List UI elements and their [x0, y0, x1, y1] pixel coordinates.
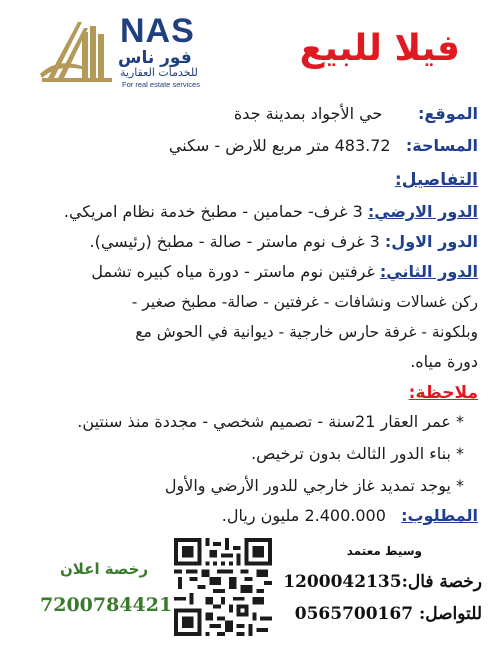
- second-floor-row: [91, 264, 478, 280]
- price-label: المطلوب:: [401, 506, 478, 525]
- logo-arabic-tagline: للخدمات العقارية: [120, 66, 198, 79]
- price-row: [222, 508, 478, 524]
- page-title: فيلا للبيع: [299, 28, 460, 69]
- note-item: * يوجد تمديد غاز خارجي للدور الأرضي والأول: [164, 476, 464, 495]
- price-value: 2.400.000 مليون ريال.: [221, 506, 386, 525]
- brand-logo: [38, 12, 238, 87]
- building-logo-icon: [38, 16, 116, 88]
- first-floor-label: الدور الاول:: [384, 232, 478, 251]
- qr-code-icon[interactable]: [174, 538, 272, 636]
- second-floor-line-1: غرفتين نوم ماستر - دورة مياه كبيره تشمل: [91, 262, 375, 281]
- second-floor-line-2: ركن غسالات ونشافات - غرفتين - صالة- مطبخ صغير -: [131, 293, 478, 311]
- location-value: حي الأجواد بمدينة جدة: [233, 104, 383, 123]
- ground-floor-row: [64, 204, 478, 220]
- broker-title: وسيط معتمد: [346, 544, 422, 558]
- location-row: [234, 106, 478, 122]
- first-floor-row: [90, 234, 478, 250]
- logo-english-tagline: For real estate services: [122, 80, 200, 89]
- contact-phone-number[interactable]: 0565700167: [294, 604, 414, 624]
- first-floor-value: 3 غرف نوم ماستر - صالة - مطبخ (رئيسي).: [89, 232, 380, 251]
- contact-row: [295, 604, 482, 624]
- ground-floor-value: 3 غرف- حمامين - مطبخ خدمة نظام امريكي.: [63, 202, 363, 221]
- second-floor-label: الدور الثاني:: [379, 262, 478, 281]
- ad-license-number: 7200784421: [40, 594, 173, 616]
- notes-heading: ملاحظة:: [408, 383, 478, 403]
- logo-arabic-name: فور ناس: [118, 48, 192, 68]
- note-item: * بناء الدور الثالث بدون ترخيص.: [251, 444, 464, 463]
- logo-brand-text: NAS: [120, 12, 195, 50]
- second-floor-line-4: دورة مياه.: [410, 352, 478, 371]
- fal-license-label: رخصة فال:: [401, 572, 482, 592]
- details-heading: التفاصيل:: [394, 170, 478, 190]
- area-value: 483.72 متر مربع للارض - سكني: [168, 136, 391, 155]
- second-floor-line-3: وبلكونة - غرفة حارس خارجية - ديوانية في الحوش مع: [135, 323, 478, 341]
- note-item: * عمر العقار 21سنة - تصميم شخصي - مجددة منذ سنتين.: [77, 412, 464, 431]
- area-row: [169, 138, 478, 154]
- contact-label: للتواصل:: [418, 604, 482, 624]
- fal-license-number: 1200042135: [283, 572, 402, 592]
- ground-floor-label: الدور الارضي:: [367, 202, 478, 221]
- location-label: الموقع:: [417, 104, 478, 123]
- fal-license-row: [283, 572, 482, 592]
- area-label: المساحة:: [405, 136, 478, 155]
- ad-license-title: رخصة اعلان: [60, 560, 149, 578]
